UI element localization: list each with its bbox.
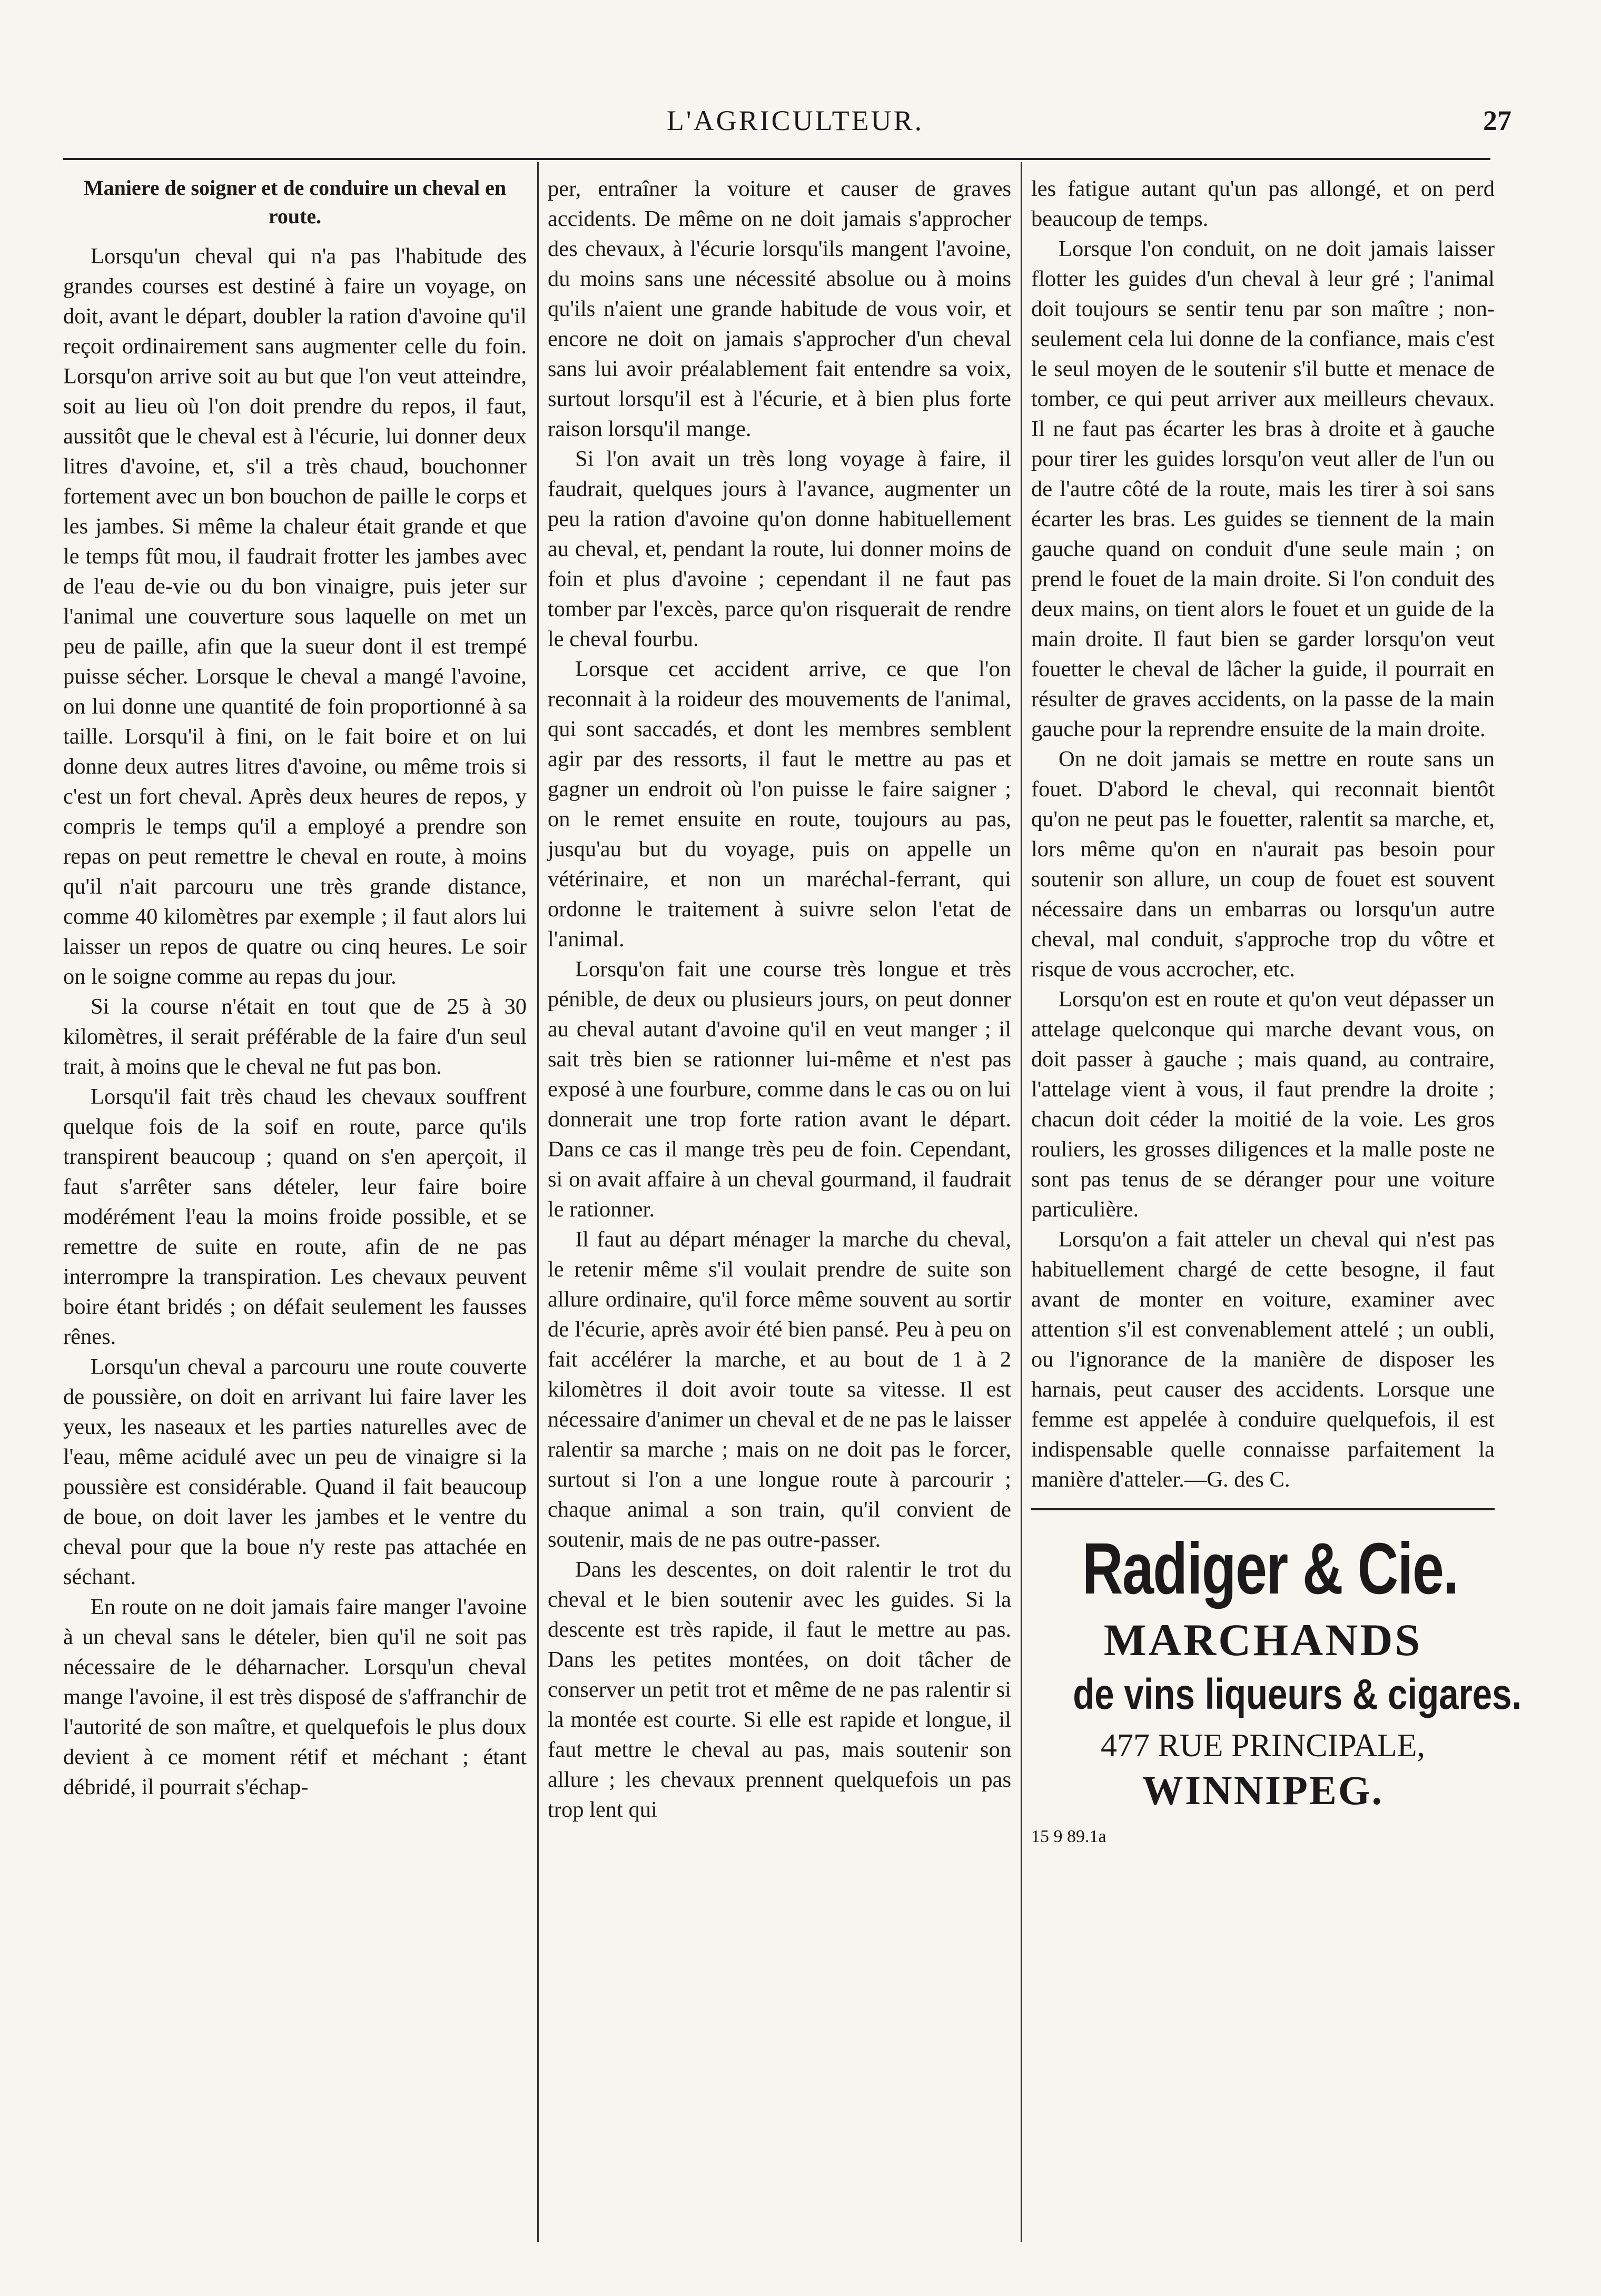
paragraph: En route on ne doit jamais faire manger l'avoine à un cheval sans le dételer, bien qu'il ne soit pas nécessaire de le déharnacher. Lorsqu'un cheval mange l'avoine, il est très disposé de s'affranchir de l'autorité de son maître, et quelquefois le plus doux devient à ce moment rétif et méchant ; étant débridé, il pourrait s'échap- (63, 1595, 527, 1799)
advertiser-address: 477 RUE PRINCIPALE, (1100, 1728, 1426, 1764)
page-number: 27 (1483, 105, 1511, 136)
paragraph: per, entraîner la voiture et causer de graves accidents. De même on ne doit jamais s'approcher des chevaux, à l'écurie lorsqu'ils mangent l'avoine, du moins sans une nécessité absolue ou à moins qu'ils n'aient une grande habitude de vous voir, et encore ne doit on jamais s'approcher d'un cheval sans lui avoir préalablement fait entendre sa voix, surtout lorsqu'il est à l'écurie, et à bien plus forte raison lorsqu'il mange. (548, 176, 1011, 441)
paragraph: Si l'on avait un très long voyage à faire, il faudrait, quelques jours à l'avance, augmenter un peu la ration d'avoine qu'on donne habituellement au cheval, et, pendant la route, lui donner moins de foin et plus d'avoine ; cependant il ne faut pas tomber par l'excès, parce qu'on risquerait de rendre le cheval fourbu. (548, 447, 1011, 651)
header-rule (63, 158, 1490, 160)
paragraph: Lorsque cet accident arrive, ce que l'on reconnait à la roideur des mouvements de l'animal, qui sont saccadés, et dont les membres semblent agir par des ressorts, il faut le mettre au pas et gagner un endroit où l'on puisse le faire saigner ; on le remet ensuite en route, toujours au pas, jusqu'au but du voyage, puis on appelle un vétérinaire, et non un maréchal-ferrant, qui ordonne le traitement à suivre selon l'etat de l'animal. (548, 657, 1011, 952)
article-column-3 (1031, 174, 1522, 1848)
paragraph: Il faut au départ ménager la marche du cheval, le retenir même s'il voulait prendre de suite son allure ordinaire, qu'il force même souvent au sortir de l'écurie, après avoir été bien pansé. Peu à peu on fait accélérer la marche, et au bout de 1 à 2 kilomètres il doit avoir toute sa vitesse. Il est nécessaire d'animer un cheval et de ne pas le laisser ralentir sa marche ; mais on ne doit pas le forcer, surtout si l'on a une longue route à parcourir ; chaque animal a son train, qu'il convient de soutenir, mais de ne pas outre-passer. (548, 1227, 1011, 1552)
article-column-1 (63, 174, 527, 1802)
paragraph: Si la course n'était en tout que de 25 à 30 kilomètres, il serait préférable de la faire d'un seul trait, à moins que le cheval ne fut pas bon. (63, 994, 527, 1079)
running-title: L'AGRICULTEUR. (666, 105, 924, 136)
column-divider (537, 162, 539, 2242)
paragraph: Lorsque l'on conduit, on ne doit jamais laisser flotter les guides d'un cheval à leur gré ; l'animal doit toujours se sentir tenu par son maître ; non-seulement cela lui donne de la confiance, mais c'est le seul moyen de le soutenir s'il butte et menace de tomber, ce qui peut arriver aux meilleurs chevaux. Il ne faut pas écarter les bras à droite et à gauche pour tirer les guides lorsqu'on veut aller de l'un ou de l'autre côté de la route, mais les tirer à soi sans écarter les bras. Les guides se tiennent de la main gauche quand on conduit d'une seule main ; on prend le fouet de la main droite. Si l'on conduit des deux mains, on tient alors le fouet et un guide de la main droite. Il faut bien se garder lorsqu'on veut fouetter le cheval de lâcher la guide, il pourrait en résulter de graves accidents, on la passe de la main gauche pour la reprendre ensuite de la main droite. (1031, 236, 1495, 741)
paragraph: Lorsqu'on est en route et qu'on veut dépasser un attelage quelconque qui marche devant vous, on doit passer à gauche ; mais quand, au contraire, l'attelage vient à vous, il faut prendre la droite ; chacun doit céder la moitié de la voie. Les gros rouliers, les grosses diligences et la malle poste ne sont pas tenus de se déranger pour une voiture particulière. (1031, 987, 1495, 1222)
paragraph: les fatigue autant qu'un pas allongé, et on perd beaucoup de temps. (1031, 176, 1495, 231)
advertisement-code: 15 9 89.1a (1031, 1827, 1106, 1846)
paragraph: Lorsqu'un cheval qui n'a pas l'habitude des grandes courses est destiné à faire un voyage, on doit, avant le départ, doubler la ration d'avoine qu'il reçoit ordinairement sans augmenter celle du foin. Lorsqu'on arrive soit au but que l'on veut atteindre, soit au lieu où l'on doit prendre du repos, il faut, aussitôt que le cheval est à l'écurie, lui donner deux litres d'avoine, et, s'il a très chaud, bouchonner fortement avec un bon bouchon de paille le corps et les jambes. Si même la chaleur était grande et que le temps fût mou, il faudrait frotter les jambes avec de l'eau de-vie ou du bon vinaigre, puis jeter sur l'animal une couverture sous laquelle on met un peu de paille, afin que la sueur dont il est trempé puisse sécher. Lorsque le cheval a mangé l'avoine, on lui donne une quantité de foin proportionné à sa taille. Lorsqu'il à fini, on le fait boire et on lui donne deux autres litres d'avoine, ou même trois si c'est un fort cheval. Après deux heures de repos, y compris le temps qu'il a employé a prendre son repas on peut remettre le cheval en route, à moins qu'il n'ait parcouru une très grande distance, comme 40 kilomètres par exemple ; il faut alors lui laisser un repos de quatre ou cinq heures. Le soir on le soigne comme au repas du jour. (63, 244, 527, 989)
paragraph: Lorsqu'il fait très chaud les chevaux souffrent quelque fois de la soif en route, parce qu'ils transpirent beaucoup ; quand on s'en aperçoit, il faut s'arrêter sans dételer, leur faire boire modérément l'eau la moins froide possible, et se remettre de suite en route, afin de ne pas interrompre la transpiration. Les chevaux peuvent boire étant bridés ; on défait seulement les fausses rênes. (63, 1084, 527, 1349)
paragraph: Lorsqu'on fait une course très longue et très pénible, de deux ou plusieurs jours, on peut donner au cheval autant d'avoine qu'il en veut manger ; il sait très bien se rationner lui-même et n'est pas exposé à une fourbure, comme dans le cas ou on lui donnerait une trop forte ration avant le départ. Dans ce cas il mange très peu de foin. Cependant, si on avait affaire à un cheval gourmand, il faudrait le rationner. (548, 957, 1011, 1222)
paragraph: Dans les descentes, on doit ralentir le trot du cheval et le bien soutenir avec les guides. Si la descente est très rapide, il faut le mettre au pas. Dans les petites montées, on doit tâcher de conserver un petit trot et même de ne pas ralentir si la montée est courte. Si elle est rapide et longue, il faut mettre le cheval au pas, mais soutenir son allure ; les chevaux prennent quelquefois un pas trop lent qui (548, 1557, 1011, 1822)
advertiser-name: Radiger & Cie. (1082, 1528, 1458, 1609)
page-header (79, 90, 1511, 147)
paragraph: Lorsqu'on a fait atteler un cheval qui n'est pas habituellement chargé de cette besogne, il faut avant de monter en voiture, examiner avec attention s'il est convenablement attelé ; un oubli, ou l'ignorance de la manière de disposer les harnais, peut causer des accidents. Lorsque une femme est appelée à conduire quelquefois, il est indispensable quelle connaisse parfaitement la manière d'atteler.—G. des C. (1031, 1227, 1495, 1492)
article-title: Maniere de soigner et de conduire un cheval en route. (83, 176, 507, 228)
advertiser-city: WINNIPEG. (1142, 1767, 1384, 1813)
column-divider (1021, 162, 1022, 2242)
advertiser-goods: de vins liqueurs & cigares. (1073, 1670, 1522, 1718)
paragraph: Lorsqu'un cheval a parcouru une route couverte de poussière, on doit en arrivant lui faire laver les yeux, les naseaux et les parties naturelles avec de l'eau, même acidulé avec un peu de vinaigre si la poussière est considérable. Quand il fait beaucoup de boue, on doit laver les jambes et le ventre du cheval pour que la boue n'y reste pas attachée en séchant. (63, 1354, 527, 1589)
paragraph: On ne doit jamais se mettre en route sans un fouet. D'abord le cheval, qui reconnait bientôt qu'on ne peut pas le fouetter, ralentit sa marche, et, lors même qu'on en n'aurait pas besoin pour soutenir son allure, un coup de fouet est souvent nécessaire dans un embarras ou lorsqu'un autre cheval, mal conduit, s'approche trop du vôtre et risque de vous accrocher, etc. (1031, 747, 1495, 982)
article-column-2 (548, 174, 1011, 1825)
advertisement (1031, 1528, 1522, 1848)
advertiser-trade: MARCHANDS (1103, 1615, 1422, 1665)
advertisement-rule (1031, 1508, 1495, 1510)
